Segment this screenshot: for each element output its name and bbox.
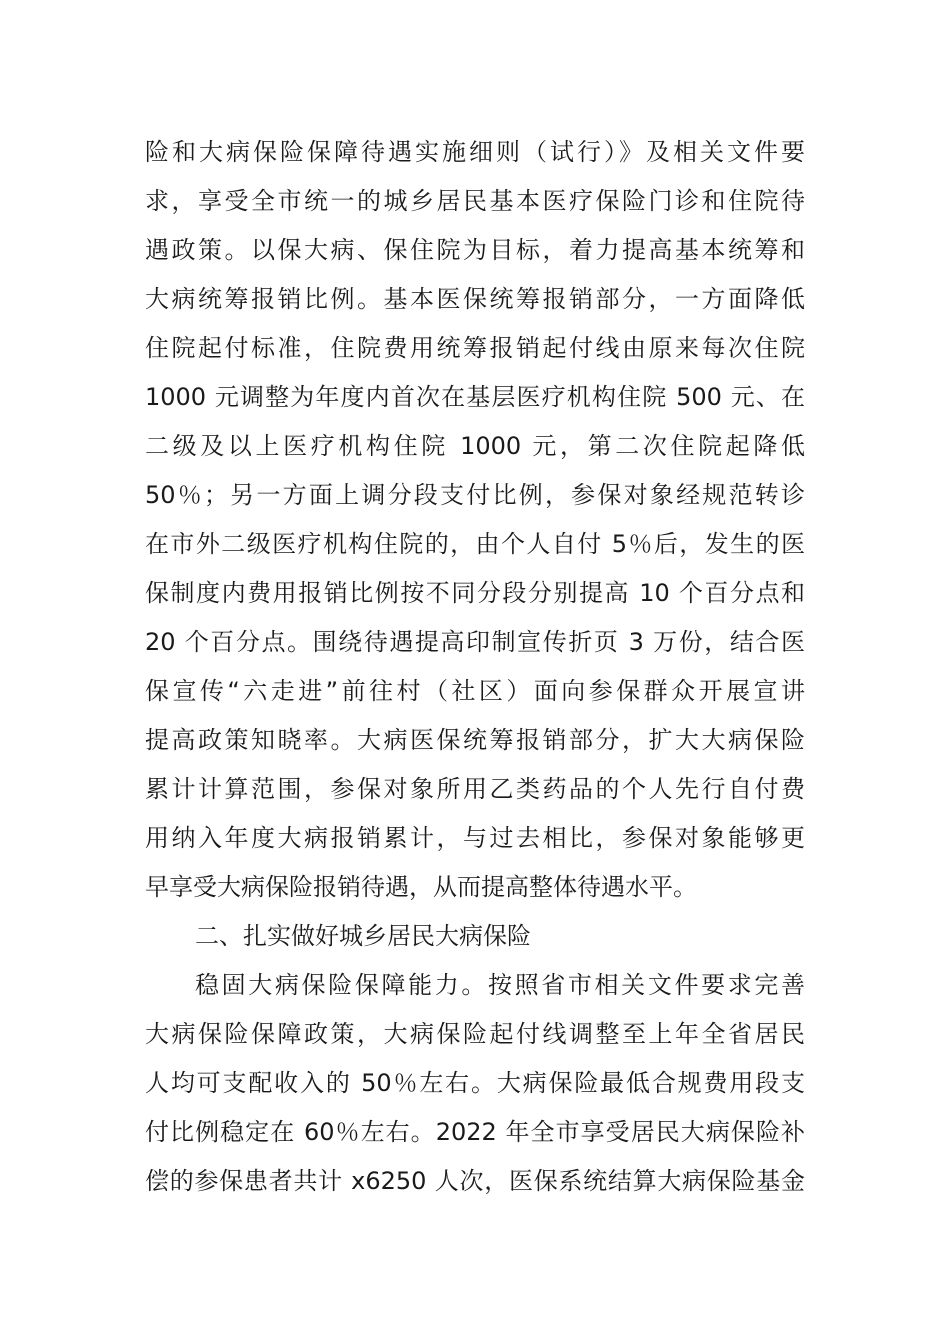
paragraph-line: 大病保险保障政策，大病保险起付线调整至上年全省居民 bbox=[145, 1020, 805, 1048]
document-body bbox=[145, 128, 805, 1206]
paragraph-line: 遇政策。以保大病、保住院为目标，着力提高基本统筹和 bbox=[145, 236, 805, 264]
paragraph-line: 险和大病保险保障待遇实施细则（试行）》及相关文件要 bbox=[145, 138, 805, 166]
paragraph-line: 在市外二级医疗机构住院的，由个人自付 5％后，发生的医 bbox=[145, 530, 805, 558]
paragraph-line: 偿的参保患者共计 x6250 人次，医保系统结算大病保险基金 bbox=[145, 1167, 805, 1195]
paragraph-line: 1000 元调整为年度内首次在基层医疗机构住院 500 元、在 bbox=[145, 383, 805, 411]
paragraph-line: 保制度内费用报销比例按不同分段分别提高 10 个百分点和 bbox=[145, 579, 805, 607]
paragraph-line: 二级及以上医疗机构住院 1000 元，第二次住院起降低 bbox=[145, 432, 805, 460]
paragraph-line: 20 个百分点。围绕待遇提高印制宣传折页 3 万份，结合医 bbox=[145, 628, 805, 656]
paragraph-1 bbox=[145, 128, 805, 912]
paragraph-line: 保宣传“六走进”前往村（社区）面向参保群众开展宣讲 bbox=[145, 677, 805, 705]
paragraph-line: 住院起付标准，住院费用统筹报销起付线由原来每次住院 bbox=[145, 334, 805, 362]
paragraph-line: 50％；另一方面上调分段支付比例，参保对象经规范转诊 bbox=[145, 481, 805, 509]
paragraph-line: 人均可支配收入的 50％左右。大病保险最低合规费用段支 bbox=[145, 1069, 805, 1097]
paragraph-line: 大病统筹报销比例。基本医保统筹报销部分，一方面降低 bbox=[145, 285, 805, 313]
paragraph-line: 稳固大病保险保障能力。按照省市相关文件要求完善 bbox=[195, 971, 805, 999]
paragraph-line: 早享受大病保险报销待遇，从而提高整体待遇水平。 bbox=[145, 873, 697, 901]
paragraph-line: 求，享受全市统一的城乡居民基本医疗保险门诊和住院待 bbox=[145, 187, 805, 215]
paragraph-line: 提高政策知晓率。大病医保统筹报销部分，扩大大病保险 bbox=[145, 726, 805, 754]
paragraph-line: 累计计算范围，参保对象所用乙类药品的个人先行自付费 bbox=[145, 775, 805, 803]
paragraph-line: 付比例稳定在 60％左右。2022 年全市享受居民大病保险补 bbox=[145, 1118, 805, 1146]
paragraph-line: 用纳入年度大病报销累计，与过去相比，参保对象能够更 bbox=[145, 824, 805, 852]
section-heading: 二、扎实做好城乡居民大病保险 bbox=[195, 922, 531, 950]
paragraph-2 bbox=[145, 961, 805, 1206]
